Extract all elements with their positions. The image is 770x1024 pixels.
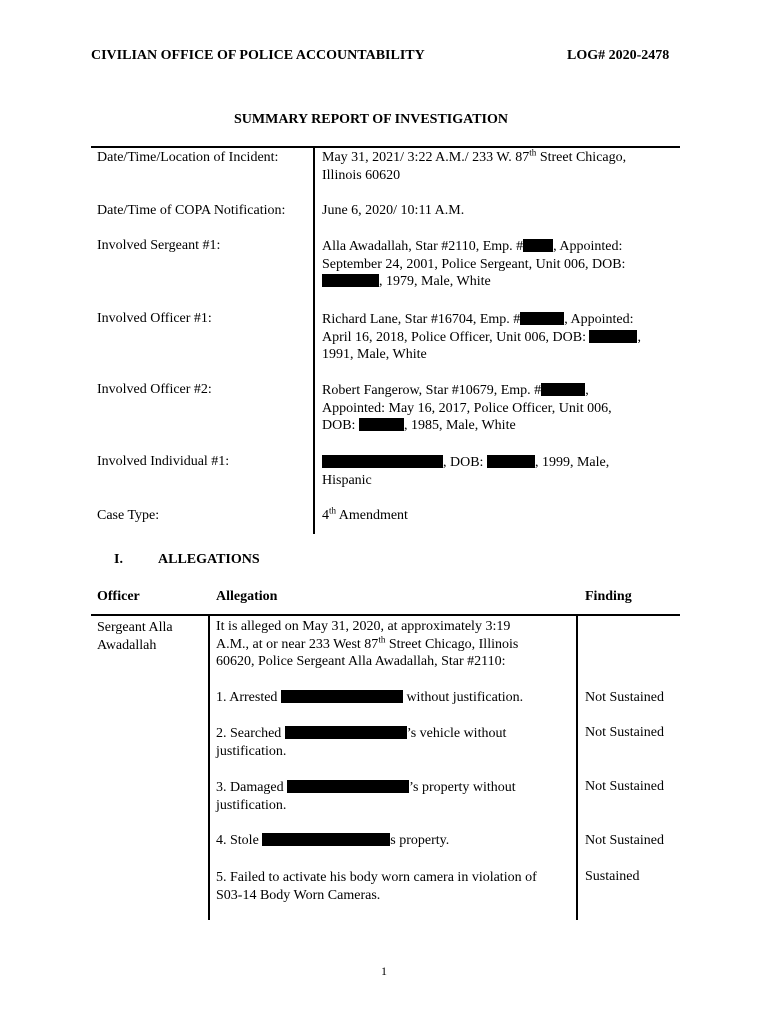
allegation-5: 5. Failed to activate his body worn camera in violation of S03-14 Body Worn Cameras. [216,870,537,903]
case-type-value: 4th Amendment [322,505,408,523]
officer2-value: Robert Fangerow, Star #10679, Emp. # , Appointed: May 16, 2017, Police Officer, Unit 006, DOB: , 1985, Male, White [322,383,612,433]
redaction-box [322,274,379,287]
allegation-3: 3. Damaged ’s property without justification. [216,780,516,813]
summary-column-divider [313,146,315,534]
allegation-intro: It is alleged on May 31, 2020, at approximately 3:19 A.M., at or near 233 West 87th Street Chicago, Illinois 60620, Police Sergeant Alla Awadallah, Star #2110: [216,619,519,669]
redaction-box [262,833,390,846]
redaction-box [589,330,637,343]
summary-top-rule [91,146,680,148]
notification-value: June 6, 2020/ 10:11 A.M. [322,203,465,218]
allegation-1: 1. Arrested without justification. [216,690,524,705]
col-header-officer: Officer [97,589,140,604]
finding-1: Not Sustained [585,690,664,705]
officer2-label: Involved Officer #2: [97,382,212,397]
finding-4: Not Sustained [585,833,664,848]
allegation-2: 2. Searched ’s vehicle without justification. [216,726,507,759]
sergeant-label: Involved Sergeant #1: [97,238,221,253]
header-org: CIVILIAN OFFICE OF POLICE ACCOUNTABILITY [91,48,425,63]
section-numeral: I. [114,552,123,567]
header-log-number: LOG# 2020-2478 [567,48,670,63]
individual-label: Involved Individual #1: [97,454,230,469]
report-title: SUMMARY REPORT OF INVESTIGATION [234,112,508,127]
finding-2: Not Sustained [585,725,664,740]
allegations-right-divider [576,614,578,920]
col-header-finding: Finding [585,589,632,604]
individual-value: , DOB: , 1999, Male, Hispanic [322,455,610,488]
redaction-box [285,726,407,739]
officer1-label: Involved Officer #1: [97,311,212,326]
redaction-box [520,312,564,325]
allegations-header-rule [91,614,680,616]
notification-label: Date/Time of COPA Notification: [97,203,286,218]
redaction-box [359,418,404,431]
section-title: ALLEGATIONS [158,552,260,567]
finding-5: Sustained [585,869,640,884]
page-number: 1 [381,964,387,978]
incident-label: Date/Time/Location of Incident: [97,150,279,165]
allegation-4: 4. Stole s property. [216,833,450,848]
sergeant-value: Alla Awadallah, Star #2110, Emp. # , Appointed: September 24, 2001, Police Sergeant, Unit 006, DOB: , 1979, Male, White [322,239,626,289]
officer1-value: Richard Lane, Star #16704, Emp. # , Appointed: April 16, 2018, Police Officer, Unit 006, DOB: , 1991, Male, White [322,312,641,362]
redaction-box [487,455,535,468]
case-type-label: Case Type: [97,508,160,523]
allegations-left-divider [208,614,210,920]
finding-3: Not Sustained [585,779,664,794]
redaction-box [281,690,403,703]
redaction-box [322,455,443,468]
officer-name: Sergeant Alla Awadallah [97,620,173,653]
incident-value: May 31, 2021/ 3:22 A.M./ 233 W. 87th Street Chicago, Illinois 60620 [322,147,627,183]
redaction-box [523,239,553,252]
col-header-allegation: Allegation [216,589,278,604]
redaction-box [541,383,585,396]
redaction-box [287,780,409,793]
